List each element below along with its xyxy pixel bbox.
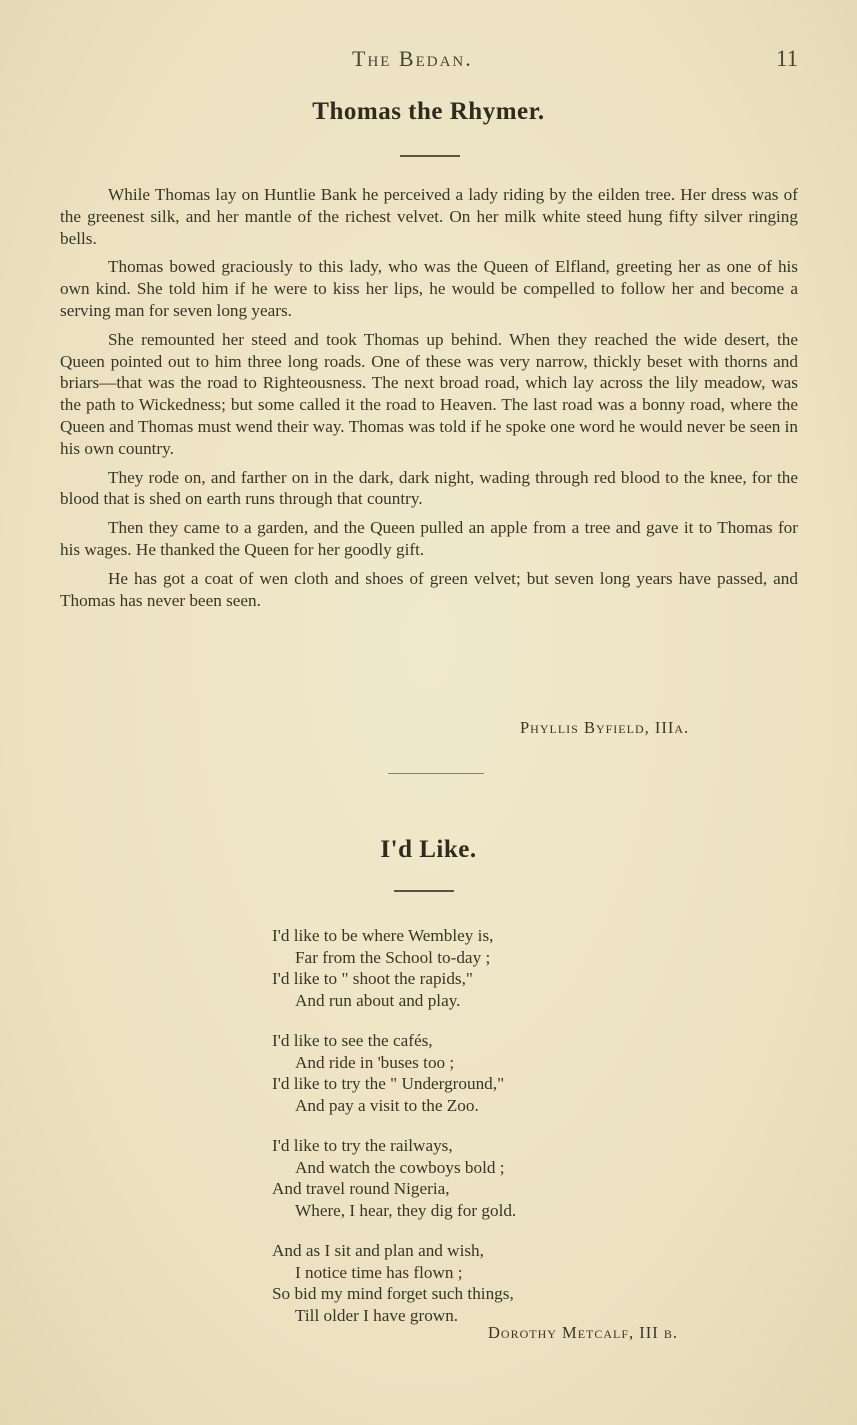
poem-line: And as I sit and plan and wish, [272, 1241, 484, 1260]
title-rule [394, 890, 454, 892]
poem-line: And watch the cowboys bold ; [295, 1157, 505, 1177]
page-number: 11 [776, 46, 799, 71]
poem-line: I notice time has flown ; [295, 1262, 463, 1282]
poem-line: And pay a visit to the Zoo. [295, 1095, 479, 1115]
poem-line: I'd like to try the " Underground," [272, 1074, 505, 1093]
poem-body [272, 925, 712, 1345]
paragraph: While Thomas lay on Huntlie Bank he perceived a lady riding by the eilden tree. Her dress was of the greenest silk, and her mantle of the richest velvet. On her milk white steed hung fifty silver ringing bells. [60, 185, 798, 248]
running-header [0, 46, 857, 76]
title-rule [400, 155, 460, 157]
poem-line: And travel round Nigeria, [272, 1179, 450, 1198]
paragraph: They rode on, and farther on in the dark, dark night, wading through red blood to the knee, for the blood that is shed on earth runs through that country. [60, 467, 798, 509]
paragraph: She remounted her steed and took Thomas up behind. When they reached the wide desert, the Queen pointed out to him three long roads. One of these was very narrow, thickly beset with thorns and briars—that was the road to Righteousness. The next broad road, which lay across the lily meadow, was the path to Wickedness; but some called it the road to Heaven. The last road was a bonny road, where the Queen and Thomas must wend their way. Thomas was told if he spoke one word he would never be seen in his own country. [60, 329, 798, 458]
journal-name: The Bedan. [352, 46, 473, 71]
paragraph: He has got a coat of wen cloth and shoes of green velvet; but seven long years have passed, and Thomas has never been seen. [60, 568, 798, 610]
paragraph: Then they came to a garden, and the Queen pulled an apple from a tree and gave it to Thomas for his wages. He thanked the Queen for her goodly gift. [60, 518, 798, 559]
author-signature: Dorothy Metcalf, III b. [488, 1323, 679, 1342]
poem-line: Till older I have grown. [295, 1305, 459, 1325]
article-body-thomas [60, 184, 798, 618]
paragraph: Thomas bowed graciously to this lady, who was the Queen of Elfland, greeting her as one of his own kind. She told him if he were to kiss her lips, he would be compelled to follow her and become a serving man for seven long years. [60, 257, 798, 320]
poem-line: I'd like to be where Wembley is, [272, 926, 494, 945]
author-signature: Phyllis Byfield, IIIa. [520, 718, 690, 737]
poem-stanza [272, 925, 712, 1011]
poem-line: I'd like to see the cafés, [272, 1031, 433, 1050]
poem-line: And run about and play. [295, 990, 461, 1010]
poem-stanza [272, 1030, 712, 1116]
poem-line: And ride in 'buses too ; [295, 1052, 455, 1072]
poem-line: Far from the School to-day ; [295, 947, 491, 967]
article-title-thomas: Thomas the Rhymer. [312, 98, 545, 125]
section-divider [388, 773, 484, 774]
poem-line: So bid my mind forget such things, [272, 1284, 514, 1303]
poem-line: Where, I hear, they dig for gold. [295, 1200, 517, 1220]
poem-line: I'd like to " shoot the rapids," [272, 969, 473, 988]
poem-stanza [272, 1240, 712, 1326]
article-title-id-like: I'd Like. [380, 836, 477, 863]
poem-line: I'd like to try the railways, [272, 1136, 453, 1155]
poem-stanza [272, 1135, 712, 1221]
